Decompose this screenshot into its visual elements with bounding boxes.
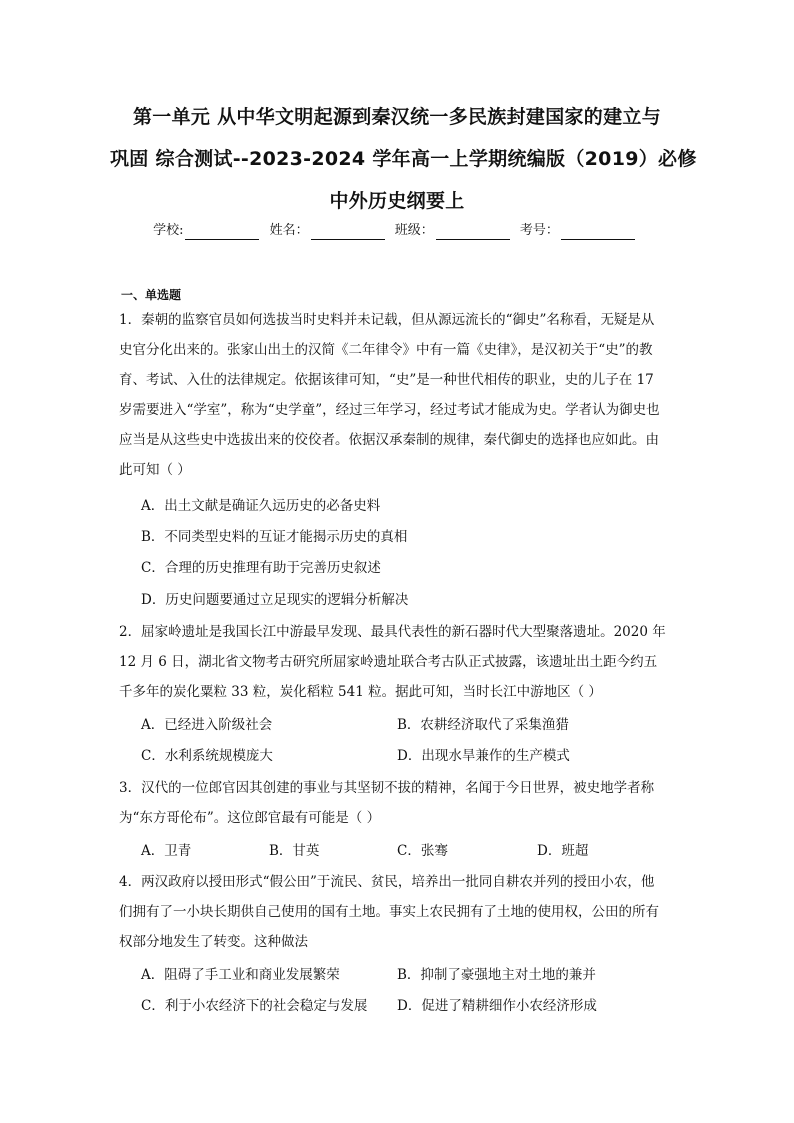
school-blank[interactable] [185, 225, 259, 240]
question-4-option-c: C．利于小农经济下的社会稳定与发展 [141, 998, 368, 1014]
question-1-line-5: 应当是从这些史中选拔出来的佼佼者。依据汉承秦制的规律，秦代御史的选择也应如此。由 [119, 432, 659, 448]
question-4-option-a: A．阻碍了手工业和商业发展繁荣 [141, 967, 340, 983]
question-3-option-d: D．班超 [537, 843, 589, 859]
title-line-1: 第一单元 从中华文明起源到秦汉统一多民族封建国家的建立与 [132, 106, 662, 128]
question-1-option-a: A．出土文献是确证久远历史的必备史料 [141, 498, 381, 514]
question-1-line-4: 岁需要进入“学室”，称为“史学童”，经过三年学习，经过考试才能成为史。学者认为御史也 [119, 402, 660, 418]
question-4-line-2: 们拥有了一小块长期供自己使用的国有土地。事实上农民拥有了土地的使用权，公田的所有 [119, 904, 659, 920]
question-1-line-2: 史官分化出来的。张家山出土的汉简《二年律令》中有一篇《史律》，是汉初关于“史”的教 [119, 342, 653, 358]
title-line-2: 巩固 综合测试--2023-2024 学年高一上学期统编版（2019）必修 [110, 148, 697, 170]
question-3-option-b: B．甘英 [269, 843, 320, 859]
question-3-line-2: 为“东方哥伦布”。这位郎官最有可能是（ ） [119, 810, 381, 826]
question-4-option-b: B．抑制了豪强地主对土地的兼并 [397, 967, 596, 983]
question-3-option-c: C．张骞 [397, 843, 448, 859]
question-1-line-1: 1．秦朝的监察官员如何选拔当时史料并未记载，但从源远流长的“御史”名称看，无疑是从 [119, 312, 655, 328]
question-2-option-d: D．出现水旱兼作的生产模式 [397, 748, 570, 764]
question-2-option-a: A．已经进入阶级社会 [141, 717, 273, 733]
name-label: 姓名： [269, 223, 309, 238]
question-3-line-1: 3．汉代的一位郎官因其创建的事业与其坚韧不拔的精神，名闻于今日世界，被史地学者称 [119, 780, 655, 796]
name-blank[interactable] [311, 225, 385, 240]
question-3-option-a: A．卫青 [141, 843, 192, 859]
question-2-line-1: 2．屈家岭遗址是我国长江中游最早发现、最具代表性的新石器时代大型聚落遗址。2020 年 [119, 624, 666, 640]
question-4-line-3: 权部分地发生了转变。这种做法 [119, 934, 308, 950]
question-2-line-2: 12 月 6 日，湖北省文物考古研究所屈家岭遗址联合考古队正式披露，该遗址出土距今约五 [119, 654, 658, 670]
question-4-line-1: 4．两汉政府以授田形式“假公田”于流民、贫民，培养出一批同自耕农并列的授田小农，他 [119, 874, 655, 890]
question-1-option-b: B．不同类型史料的互证才能揭示历史的真相 [141, 529, 408, 545]
student-info-line [0, 222, 794, 240]
section-heading: 一、单选题 [121, 288, 182, 302]
question-1-option-c: C．合理的历史推理有助于完善历史叙述 [141, 560, 381, 576]
question-2-line-3: 千多年的炭化粟粒 33 粒，炭化稻粒 541 粒。据此可知，当时长江中游地区（ ） [119, 684, 602, 700]
question-1-line-6: 此可知（ ） [119, 462, 191, 478]
question-1-line-3: 育、考试、入仕的法律规定。依据该律可知，“史”是一种世代相传的职业，史的儿子在 17 [119, 372, 654, 388]
school-label: 学校: [153, 223, 184, 238]
question-2-option-c: C．水利系统规模庞大 [141, 748, 273, 764]
document-title [110, 96, 697, 222]
exam-number-label: 考号： [519, 223, 559, 238]
class-label: 班级： [394, 223, 434, 238]
class-blank[interactable] [436, 225, 510, 240]
question-1-option-d: D．历史问题要通过立足现实的逻辑分析解决 [141, 592, 409, 608]
question-4-option-d: D．促进了精耕细作小农经济形成 [397, 998, 597, 1014]
question-2-option-b: B．农耕经济取代了采集渔猎 [397, 717, 569, 733]
title-line-3: 中外历史纲要上 [329, 190, 465, 212]
exam-number-blank[interactable] [561, 225, 635, 240]
